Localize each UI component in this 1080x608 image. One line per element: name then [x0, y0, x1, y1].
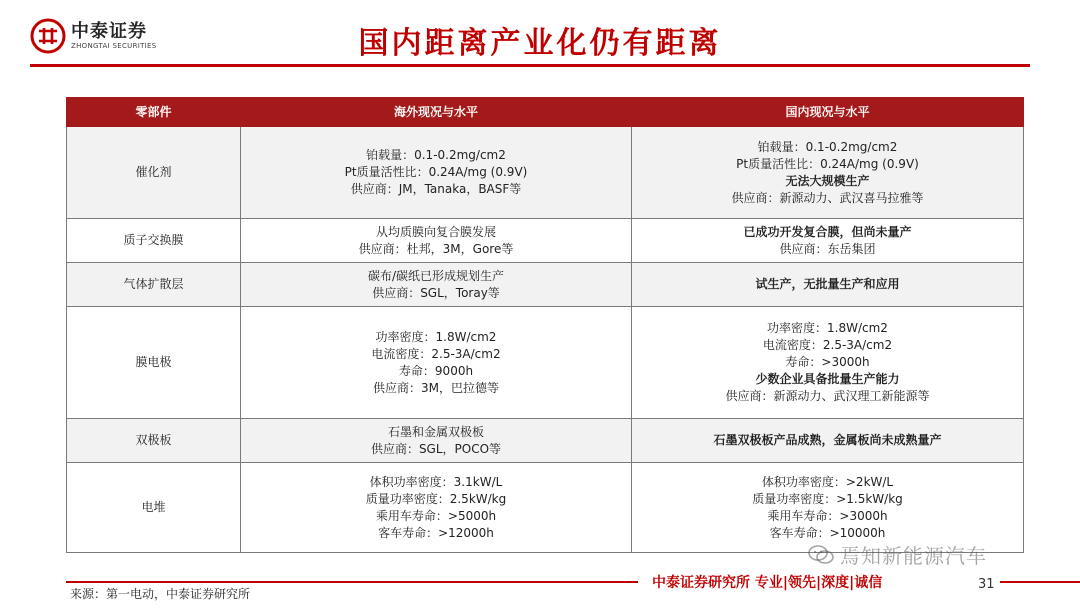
footer-divider-right [1000, 581, 1080, 583]
cell-line-emphasis: 石墨双极板产品成熟，金属板尚未成熟量产 [713, 433, 942, 447]
column-header-domestic: 国内现况与水平 [632, 98, 1024, 127]
overseas-cell [241, 219, 632, 263]
overseas-cell [241, 419, 632, 463]
cell-line: 体积功率密度：>2kW/L [761, 474, 894, 489]
cell-line: 供应商：3M，巴拉德等 [373, 380, 499, 395]
domestic-cell [632, 419, 1024, 463]
domestic-cell [632, 219, 1024, 263]
cell-line-emphasis: 少数企业具备批量生产能力 [755, 372, 900, 386]
part-cell: 质子交换膜 [67, 219, 241, 263]
cell-line: Pt质量活性比：0.24A/mg (0.9V) [344, 165, 528, 179]
footer-slogan: 中泰证券研究所 专业|领先|深度|诚信 [652, 575, 883, 591]
cell-line: 乘用车寿命：>5000h [375, 508, 497, 523]
cell-line-emphasis: 试生产，无批量生产和应用 [755, 277, 900, 291]
cell-line: 供应商：东岳集团 [779, 241, 876, 256]
domestic-cell [632, 307, 1024, 419]
footer-divider-left [66, 581, 638, 583]
source-note: 来源：第一电动，中泰证券研究所 [70, 587, 251, 601]
overseas-cell [241, 263, 632, 307]
cell-line-emphasis: 已成功开发复合膜，但尚未量产 [743, 224, 912, 239]
logo-chinese-name: 中泰证券 [71, 20, 147, 42]
cell-line: 供应商：新源动力、武汉理工新能源等 [725, 389, 930, 403]
cell-line: 客车寿命：>10000h [769, 525, 886, 540]
part-cell: 催化剂 [67, 127, 241, 219]
cell-line: 供应商：SGL，POCO等 [370, 441, 502, 456]
cell-line: 体积功率密度：3.1kW/L [369, 474, 503, 489]
cell-line: 供应商：SGL，Toray等 [372, 285, 500, 300]
part-cell: 电堆 [67, 463, 241, 553]
table-row [67, 127, 1024, 219]
cell-line-emphasis: 无法大规模生产 [785, 173, 870, 188]
cell-line: 供应商：JM，Tanaka，BASF等 [350, 182, 522, 196]
overseas-cell [241, 127, 632, 219]
cell-line: 供应商：新源动力、武汉喜马拉雅等 [731, 190, 924, 205]
cell-line: 乘用车寿命：>3000h [767, 508, 888, 523]
cell-line: 客车寿命：>12000h [378, 525, 494, 540]
domestic-cell [632, 463, 1024, 553]
page-number: 31 [978, 577, 995, 592]
column-header-overseas: 海外现况与水平 [241, 98, 632, 127]
watermark [808, 540, 987, 569]
cell-line: 功率密度：1.8W/cm2 [767, 321, 888, 335]
cell-line: 石墨和金属双极板 [387, 424, 484, 439]
wechat-icon [808, 544, 834, 566]
table-row [67, 263, 1024, 307]
part-cell: 气体扩散层 [67, 263, 241, 307]
comparison-table [66, 97, 1024, 553]
table-row [67, 307, 1024, 419]
watermark-text: 焉知新能源汽车 [840, 544, 987, 568]
page-title: 国内距离产业化仍有距离 [358, 26, 722, 61]
cell-line: 铂载量：0.1-0.2mg/cm2 [757, 139, 898, 154]
table-row [67, 463, 1024, 553]
cell-line: Pt质量活性比：0.24A/mg (0.9V) [736, 156, 919, 171]
column-header-part: 零部件 [67, 98, 241, 127]
cell-line: 质量功率密度：>1.5kW/kg [752, 491, 903, 506]
cell-line: 从均质膜向复合膜发展 [375, 224, 496, 239]
title-divider [30, 64, 1030, 67]
cell-line: 电流密度：2.5-3A/cm2 [762, 338, 893, 352]
cell-line: 寿命：9000h [398, 363, 474, 378]
cell-line: 碳布/碳纸已形成规划生产 [367, 268, 505, 283]
domestic-cell [632, 127, 1024, 219]
cell-line: 质量功率密度：2.5kW/kg [365, 491, 507, 506]
cell-line: 供应商：杜邦，3M，Gore等 [358, 241, 514, 256]
logo-english-name: ZHONGTAI SECURITIES [71, 41, 157, 50]
part-cell: 双极板 [67, 419, 241, 463]
domestic-cell [632, 263, 1024, 307]
table-row [67, 419, 1024, 463]
cell-line: 电流密度：2.5-3A/cm2 [371, 346, 501, 361]
cell-line: 寿命：>3000h [785, 355, 870, 369]
part-cell: 膜电极 [67, 307, 241, 419]
table-row [67, 219, 1024, 263]
cell-line: 铂载量：0.1-0.2mg/cm2 [366, 148, 506, 162]
cell-line: 功率密度：1.8W/cm2 [375, 329, 497, 344]
overseas-cell [241, 463, 632, 553]
overseas-cell [241, 307, 632, 419]
table-header-row [67, 98, 1024, 127]
